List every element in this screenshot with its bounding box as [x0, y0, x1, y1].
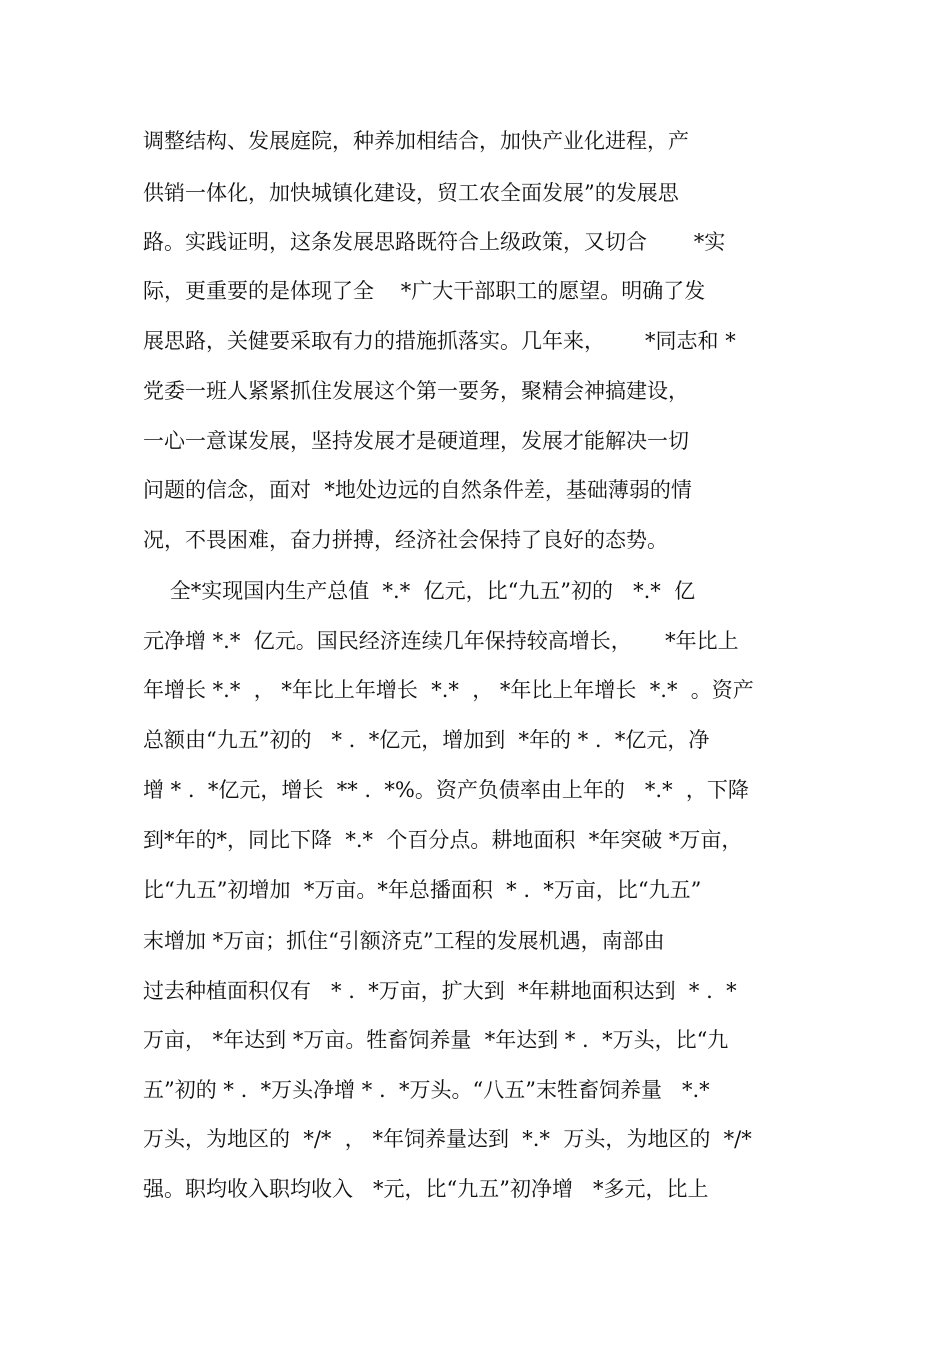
text-line: 末增加 *万亩；抓住“引额济克”工程的发展机遇，南部由 [143, 929, 665, 953]
text-line: 调整结构、发展庭院，种养加相结合，加快产业化进程，产 [143, 129, 689, 153]
text-line: 五”初的 * . *万头净增 * . *万头。“八五”末牲畜饲养量 *.* [143, 1078, 710, 1102]
text-line: 万亩， *年达到 *万亩。牲畜饲养量 *年达到 * . *万头，比“九 [143, 1028, 729, 1052]
text-line: 一心一意谋发展，坚持发展才是硬道理，发展才能解决一切 [143, 429, 689, 453]
text-line: 比“九五”初增加 *万亩。*年总播面积 * . *万亩，比“九五” [143, 878, 702, 902]
text-line: 供销一体化，加快城镇化建设，贸工农全面发展”的发展思 [143, 181, 679, 205]
text-line: 全*实现国内生产总值 *.* 亿元，比“九五”初的 *.* 亿 [143, 579, 696, 603]
text-line: 增 * . *亿元，增长 ** . *%。资产负债率由上年的 *.* ，下降 [143, 778, 749, 802]
text-line: 万头，为地区的 */* ， *年饲养量达到 *.* 万头，为地区的 */* [143, 1127, 752, 1151]
text-line: 总额由“九五”初的 * . *亿元，增加到 *年的 * . *亿元，净 [143, 728, 710, 752]
text-line: 强。职均收入职均收入 *元，比“九五”初净增 *多元，比上 [143, 1177, 709, 1201]
text-line: 路。实践证明，这条发展思路既符合上级政策，又切合 *实 [143, 230, 726, 254]
text-line: 到*年的*，同比下降 *.* 个百分点。耕地面积 *年突破 *万亩， [143, 828, 743, 852]
text-line: 元净增 *.* 亿元。国民经济连续几年保持较高增长， *年比上 [143, 629, 739, 653]
text-line: 问题的信念，面对 *地处边远的自然条件差，基础薄弱的情 [143, 478, 692, 502]
text-line: 年增长 *.* ， *年比上年增长 *.* ， *年比上年增长 *.* 。资产 [143, 678, 754, 702]
text-line: 际，更重要的是体现了全 *广大干部职工的愿望。明确了发 [143, 279, 706, 303]
text-line: 况，不畏困难，奋力拼搏，经济社会保持了良好的态势。 [143, 528, 668, 552]
text-line: 过去种植面积仅有 * . *万亩，扩大到 *年耕地面积达到 * . * [143, 979, 737, 1003]
text-line: 党委一班人紧紧抓住发展这个第一要务，聚精会神搞建设， [143, 379, 689, 403]
text-line: 展思路，关健要采取有力的措施抓落实。几年来， *同志和 * [143, 329, 736, 353]
